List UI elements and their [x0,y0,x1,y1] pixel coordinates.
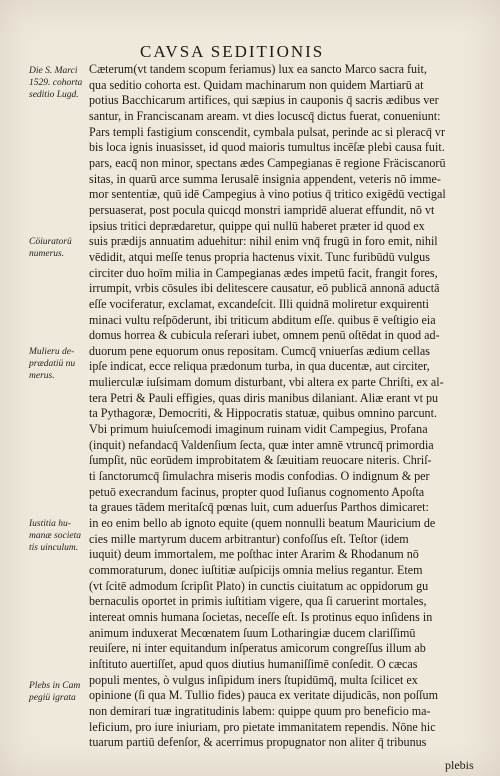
margin-note-conspirators [29,236,89,260]
text-line: opinione (ſi qua M. Tullio fides) pauca ex veritate dijudicās, non poſſum [89,688,438,703]
margin-note-line: Cöiuratorü [29,237,72,247]
text-line: vēdidit, atqui meſſe tenus propria hactenus vixit. Tunc furibūdū vulgus [89,249,430,264]
text-line: non demirari tuæ ingratitudinis labem: quippe quum pro beneficio ma- [89,703,431,718]
margin-note-date [29,65,89,101]
margin-note-line: tis uinculum. [29,543,79,553]
text-line: bernaculis oportet in primis iuſtitiam vigere, qua ſi caruerint mortales, [89,594,427,609]
margin-note-line: Die S. Marci [29,66,78,76]
margin-note-line: prædatiü nu [29,359,76,369]
text-line: tera Petri & Pauli effigies, quas diris manibus dilaniant. Aliæ erant vt pu [89,390,439,405]
text-line: ta graues tādem meritaſcq̄ pœnas luit, cum aduerſus Parthos dimicaret: [89,500,429,515]
text-line: ta Pythagoræ, Democriti, & Hippocratis statuæ, quibus omnino parcunt. [89,406,437,421]
text-line: domus horrea & cubicula reſerari iubet, omnem penū oſtēdat in quod ad- [89,328,440,343]
margin-note-line: manæ societa [29,531,81,541]
margin-note-line: seditio Lugd. [29,90,79,100]
margin-note-line: pegiü igrata [29,693,76,703]
body-text-block [89,62,482,751]
text-line: circiter duo hoīm milia in Campegianas ædes impetū facit, frangit fores, [89,265,438,280]
text-line: mor sententiæ, quū idē Campegius à vino potius q̄ tritico exigēdū vectigal [89,187,446,202]
margin-note-line: numerus. [29,249,65,259]
text-line: tuarum partiū defenſor, & acerrimus propugnator non aliter q̄ tribunus [89,735,427,750]
margin-note-line: merus. [29,371,55,381]
margin-note-justice [29,518,89,554]
text-line: reuiſere, ni inter equitandum inſperatus amicorum congreſſus illum ab [89,641,426,656]
margin-note-line: Iustitia hu- [29,519,71,529]
text-line: eſſe vociferatur, exclamat, excandeſcit. Illi quidnā moliretur exquirenti [89,296,430,311]
text-line: intereat omnis humana ſocietas, neceſſe eſt. Is protinus equo inſidens in [89,609,433,624]
text-line: (inquit) nefandacq̄ Valdenſium ſecta, quæ inter amnē vtruncq̄ primordia [89,437,434,452]
text-line: qua seditio cohorta est. Quidam machinarum non quidem Martiarū at [89,77,424,92]
text-line: persuaserat, post pocula quicqd monstri iampridē aluerat effundit, nō vt [89,202,435,217]
margin-note-line: Mulieru de- [29,347,75,357]
text-line: ipſe indicat, ecce reliqua prædonum turba, in qua ducentæ, aut circiter, [89,359,430,374]
text-line: Vbi primum huiuſcemodi imaginum ruinam vidit Campegius, Profana [89,422,428,437]
text-line: duorum pene equorum onus repositam. Cumcq̄ vniuerſas ædium cellas [89,343,430,358]
catchword: plebis [445,758,474,772]
text-line: leficium, pro iure iniuriam, pro pietate immanitatem rependis. Nōne hic [89,719,436,734]
text-line: cies mille martyrum ducem arbitrantur) confoſſus eſt. Teſtor (idem [89,531,409,546]
text-line: suis prædijs annuatim aduehitur: nihil enim vnq̄ frugū in foro emit, nihil [89,234,438,249]
text-line: irrumpit, vrbis cōsules ibi delitescere causatur, eō publicā annonā aductā [89,281,440,296]
text-line: Cæterum(vt tandem scopum feriamus) lux ea sancto Marco sacra fuit, [89,62,427,76]
text-line: ti ſanctorumcq̄ ſimulachra miseris modis confodias. O indignum & per [89,469,430,484]
running-header: CAVSA SEDITIONIS [140,42,325,61]
text-line: iuquit) deum immortalem, me poſthac inter Ararim & Rhodanum nō [89,547,419,562]
text-line: petuō execrandum facinus, propter quod Iuſianus cognomento Apoſta [89,484,425,499]
text-line: (vt ſcitē admodum ſcripſit Plato) in cunctis ciuitatum ac oppidorum gu [89,578,429,593]
margin-note-women [29,346,89,382]
text-line: minaci vultu reſpōderunt, ibi triticum abditum eſſe. quibus ē veſtigio eia [89,312,436,327]
text-line: in eo enim bello ab ignoto equite (quem nonnulli beatum Mauricium de [89,516,436,531]
text-line: animum induxerat Mecœnatem ſuum Lotharingiæ ducem clariſſimū [89,625,416,640]
text-line: inſtituto auertiſſet, apud quos diutius humaniſſimē conſedit. O cæcas [89,656,418,671]
text-line: sitas, in quarū arce summa Ierusalē insignia appendent, veteris nō imme- [89,171,441,186]
text-line: santur, in Franciscanam aream. vt dies locuscq̄ dictus fuerat, conueniunt: [89,108,441,123]
margin-note-line: Plebs in Cam [29,681,81,691]
text-line: bis loca ignis inuasisset, id quod maioris tumultus incēſæ plebi causa fuit. [89,140,445,155]
text-line: ſumpſit, nūc eorūdem improbitatem & ſæuitiam reuocare niteris. Chriſ- [89,453,432,468]
margin-note-line: 1529. cohorta [29,78,83,88]
text-line: pars, eacq̄ non minor, spectans ædes Campegianas ē regione Fräciscanorū [89,155,446,170]
text-line: ipsius tritici deprædaretur, quippe qui nullū haberet præter id quod ex [89,218,425,233]
text-line: mulierculæ iuſsimam domum disturbant, vbi altera ex parte Chriſti, ex al- [89,375,444,390]
margin-note-plebs [29,680,89,704]
text-line: Pars templi fastigium conscendit, cymbala pulsat, perinde ac si pleracq̄ vr [89,124,445,139]
text-line: commoraturum, donec iuſtitiæ auſpicijs omnia melius regantur. Etem [89,563,423,577]
text-line: populi mentes, ò vulgus inſipidum iners ſtupidūmq̄, multa ſcilicet ex [89,672,418,687]
text-line: potius Bacchicarum artifices, qui sæpius in cauponis q̄ sacris ædibus ver [89,93,439,108]
